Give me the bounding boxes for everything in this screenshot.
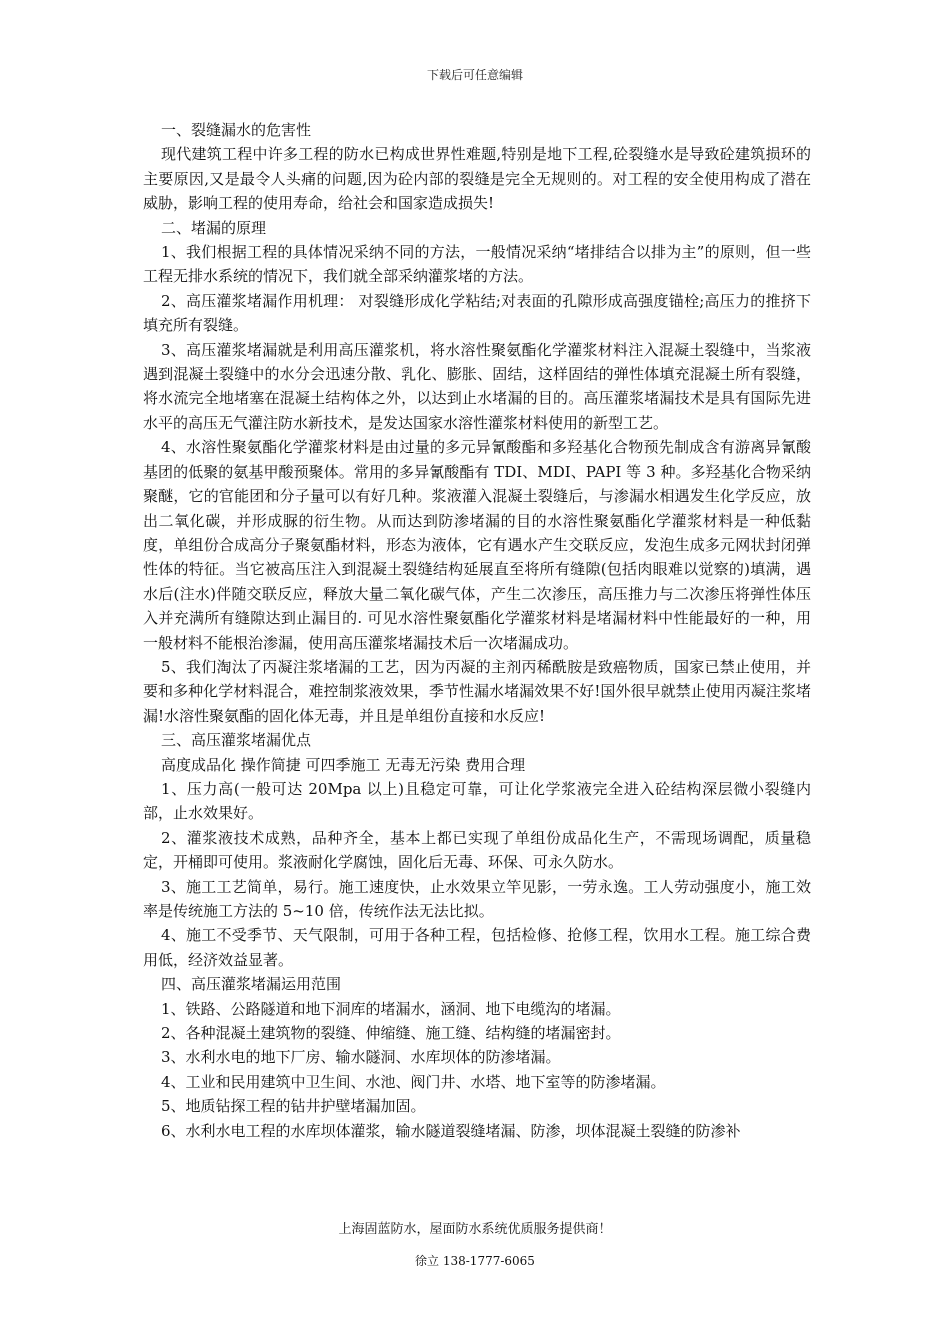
list-item: 6、水利水电工程的水库坝体灌浆，输水隧道裂缝堵漏、防渗，坝体混凝土裂缝的防渗补	[161, 1121, 741, 1140]
list-item: 4、工业和民用建筑中卫生间、水池、阀门井、水塔、地下室等的防渗堵漏。	[161, 1072, 666, 1091]
document-body	[143, 118, 811, 1143]
paragraph: 4、施工不受季节、天气限制，可用于各种工程，包括检修、抢修工程，饮用水工程。施工综合费用低，经济效益显著。	[143, 926, 811, 969]
paragraph: 1、我们根据工程的具体情况采纳不同的方法，一般情况采纳“堵排结合以排为主”的原则，但一些工程无排水系统的情况下，我们就全部采纳灌浆堵的方法。	[143, 243, 811, 286]
footer-slogan: 上海固蓝防水，屋面防水系统优质服务提供商！	[338, 1222, 612, 1237]
paragraph: 3、高压灌浆堵漏就是利用高压灌浆机，将水溶性聚氨酯化学灌浆材料注入混凝土裂缝中，当浆液遇到混凝土裂缝中的水分会迅速分散、乳化、膨胀、固结，这样固结的弹性体填充混凝土所有裂缝，将水流完全地堵塞在混凝土结构体之外，以达到止水堵漏的目的。高压灌浆堵漏技术是具有国际先进水平的高压无气灌注防水新技术，是发达国家水溶性灌浆材料使用的新型工艺。	[143, 340, 811, 432]
paragraph: 2、灌浆液技术成熟，品种齐全，基本上都已实现了单组份成品化生产，不需现场调配，质量稳定，开桶即可使用。浆液耐化学腐蚀，固化后无毒、环保、可永久防水。	[143, 828, 811, 872]
section-heading-4: 四、高压灌浆堵漏运用范围	[161, 975, 342, 994]
paragraph: 高度成品化 操作简捷 可四季施工 无毒无污染 费用合理	[161, 755, 526, 774]
paragraph: 5、我们淘汰了丙凝注浆堵漏的工艺，因为丙凝的主剂丙稀酰胺是致癌物质，国家已禁止使用，并要和多种化学材料混合，难控制浆液效果，季节性漏水堵漏效果不好!国外很早就禁止使用丙凝注浆堵漏!水溶性聚氨酯的固化体无毒，并且是单组份直接和水反应!	[143, 657, 811, 725]
paragraph: 3、施工工艺简单，易行。施工速度快，止水效果立竿见影，一劳永逸。工人劳动强度小，施工效率是传统施工方法的 5~10 倍，传统作法无法比拟。	[143, 877, 811, 920]
paragraph: 现代建筑工程中许多工程的防水已构成世界性难题,特别是地下工程,砼裂缝水是导致砼建筑损环的主要原因,又是最令人头痛的问题,因为砼内部的裂缝是完全无规则的。对工程的安全使用构成了潜在威胁，影响工程的使用寿命，给社会和国家造成损失!	[143, 145, 811, 213]
list-item: 5、地质钻探工程的钻井护壁堵漏加固。	[161, 1097, 426, 1116]
list-item: 2、各种混凝土建筑物的裂缝、伸缩缝、施工缝、结构缝的堵漏密封。	[161, 1024, 621, 1043]
section-heading-3: 三、高压灌浆堵漏优点	[161, 731, 312, 750]
header-note: 下载后可任意编辑	[426, 68, 523, 82]
list-item: 3、水利水电的地下厂房、输水隧洞、水库坝体的防渗堵漏。	[161, 1048, 561, 1067]
paragraph: 1、压力高(一般可达 20Mpa 以上)且稳定可靠，可让化学浆液完全进入砼结构深层微小裂缝内部，止水效果好。	[143, 779, 811, 823]
paragraph: 4、水溶性聚氨酯化学灌浆材料是由过量的多元异氰酸酯和多羟基化合物预先制成含有游离异氰酸基团的低聚的氨基甲酸预聚体。常用的多异氰酸酯有 TDI、MDI、PAPI 等 3 种。多羟基化合物采纳聚醚，它的官能团和分子量可以有好几种。浆液灌入混凝土裂缝后，与渗漏水相遇发生化学反应，放出二氧化碳，并形成脲的衍生物。从而达到防渗堵漏的目的水溶性聚氨酯化学灌浆材料是一种低黏度，单组份合成高分子聚氨酯材料，形态为液体，它有遇水产生交联反应，发泡生成多元网状封闭弹性体的特征。当它被高压注入到混凝土裂缝结构延展直至将所有缝隙(包括肉眼难以觉察的)填满，遇水后(注水)伴随交联反应，释放大量二氧化碳气体，产生二次渗压，高压推力与二次渗压将弹性体压入并充满所有缝隙达到止漏目的. 可见水溶性聚氨酯化学灌浆材料是堵漏材料中性能最好的一种，用一般材料不能根治渗漏，使用高压灌浆堵漏技术后一次堵漏成功。	[143, 438, 811, 652]
section-heading-1: 一、裂缝漏水的危害性	[161, 121, 312, 139]
list-item: 1、铁路、公路隧道和地下洞库的堵漏水，涵洞、地下电缆沟的堵漏。	[161, 999, 621, 1018]
paragraph: 2、高压灌浆堵漏作用机理： 对裂缝形成化学粘结;对表面的孔隙形成高强度锚栓;高压力的推挤下填充所有裂缝。	[143, 291, 811, 335]
section-heading-2: 二、堵漏的原理	[161, 218, 267, 237]
footer-contact: 徐立 138-1777-6065	[415, 1254, 535, 1268]
